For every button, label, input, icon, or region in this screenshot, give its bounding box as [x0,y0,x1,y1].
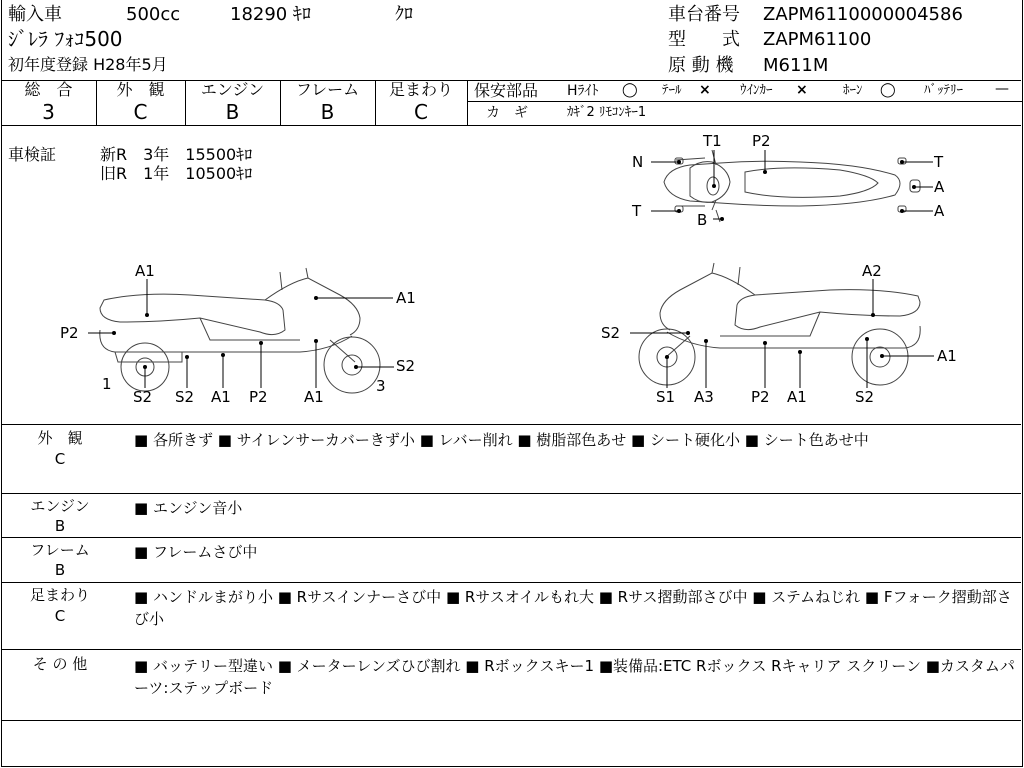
displacement: 500cc [126,4,181,25]
note-frame-grade: B [54,561,66,579]
exterior-label: 外 観 [116,80,165,99]
headlight-label: Hﾗｲﾄ [567,83,599,99]
label-left-bottom-2: A1 [211,388,231,406]
note-frame-title: フレーム [30,541,90,559]
label-left-bottom-4: A1 [304,388,324,406]
label-right-bottom-0: S1 [656,388,676,406]
label-top-t-right: T [934,153,944,171]
overall-label: 総 合 [24,80,73,99]
note-other-title: そ の 他 [32,655,88,673]
import-label: 輸入車 [8,4,62,25]
label-left-s2: S2 [396,357,416,375]
right-view-scooter [639,263,920,385]
label-left-a1-cowl: A1 [396,289,416,307]
frame-number: ZAPM6110000004586 [763,4,963,25]
label-top-n: N [632,153,644,171]
inspection-old-r: 旧R 1年 10500ｷﾛ [100,164,253,183]
label-right-s2: S2 [601,324,621,342]
frame-grade: B [320,100,335,124]
note-suspension-text: ■ ハンドルまがり小 ■ Rサスインナーさび中 ■ Rサスオイルもれ大 ■ Rサス摺動部さび中 ■ ステムねじれ ■ Fフォーク摺動部さび小 [134,588,1012,628]
label-top-a1: A [934,178,945,196]
winker-label: ｳｲﾝｶｰ [740,83,773,98]
key-value: ｶｷﾞ2 ﾘﾓｺﾝｷｰ1 [567,105,647,120]
frame-number-label: 車台番号 [668,4,740,25]
color: ｸﾛ [395,4,413,25]
overall-grade: 3 [42,100,55,124]
left-view-scooter [100,268,380,393]
suspension-grade: C [414,100,428,124]
label-top-t-left: T [632,202,642,220]
label-top-p2: P2 [752,132,771,150]
label-left-1: 1 [102,375,112,393]
headlight-ok-icon: ◯ [622,82,638,98]
label-left-p2: P2 [60,324,79,342]
engine-model: M611M [763,55,829,76]
note-suspension-grade: C [54,607,66,625]
tail-ng-icon: × [699,82,711,98]
note-frame-text: ■ フレームさび中 [134,543,258,561]
frame-label: フレーム [295,80,360,99]
label-right-bottom-4: S2 [855,388,875,406]
safety-label: 保安部品 [474,81,539,100]
label-left-bottom-0: S2 [133,388,153,406]
note-exterior-grade: C [54,450,66,468]
note-engine-title: エンジン [30,497,90,515]
note-exterior-title: 外 観 [37,429,83,447]
battery-label: ﾊﾞｯﾃﾘｰ [924,83,963,98]
label-left-3: 3 [376,377,386,395]
key-label: カ ギ [486,105,528,121]
engine-model-label: 原 動 機 [668,55,734,76]
label-left-bottom-3: P2 [249,388,268,406]
label-top-t1: T1 [703,132,722,150]
exterior-grade: C [133,100,148,124]
label-left-a1-top: A1 [135,262,155,280]
engine-label: エンジン [200,80,265,99]
label-right-bottom-1: A3 [694,388,714,406]
suspension-label: 足まわり [388,80,453,99]
note-engine-grade: B [54,517,66,535]
label-right-a2: A2 [862,262,882,280]
note-exterior-text: ■ 各所きず ■ サイレンサーカバーきず小 ■ レバー削れ ■ 樹脂部色あせ ■ シート硬化小 ■ シート色あせ中 [134,431,869,449]
first-registration: 初年度登録 H28年5月 [8,55,168,74]
label-top-b: B [697,211,708,229]
type-label: 型 式 [668,29,740,50]
model-name: ｼﾞﾚﾗ ﾌｫｺ500 [8,27,123,51]
type-value: ZAPM61100 [763,29,872,50]
horn-label: ﾎｰﾝ [843,83,863,98]
label-right-bottom-3: A1 [787,388,807,406]
note-suspension-title: 足まわり [29,586,90,604]
horn-ok-icon: ◯ [880,82,896,98]
note-other-text: ■ バッテリー型違い ■ メーターレンズひび割れ ■ Rボックスキー1 ■装備品:ETC Rボックス Rキャリア スクリーン ■カスタムパーツ:ステップボード [134,657,1015,697]
inspection-new-r: 新R 3年 15500ｷﾛ [100,145,253,164]
label-right-a1: A1 [937,347,957,365]
label-right-bottom-2: P2 [751,388,770,406]
inspection-label: 車検証 [8,145,57,164]
tail-label: ﾃｰﾙ [662,83,682,98]
label-top-a2: A [934,202,945,220]
battery-mark-icon: — [995,81,1009,97]
winker-ng-icon: × [796,82,808,98]
mileage: 18290 ｷﾛ [230,4,311,25]
note-engine-text: ■ エンジン音小 [134,499,243,517]
engine-grade: B [225,100,240,124]
label-left-bottom-1: S2 [175,388,195,406]
